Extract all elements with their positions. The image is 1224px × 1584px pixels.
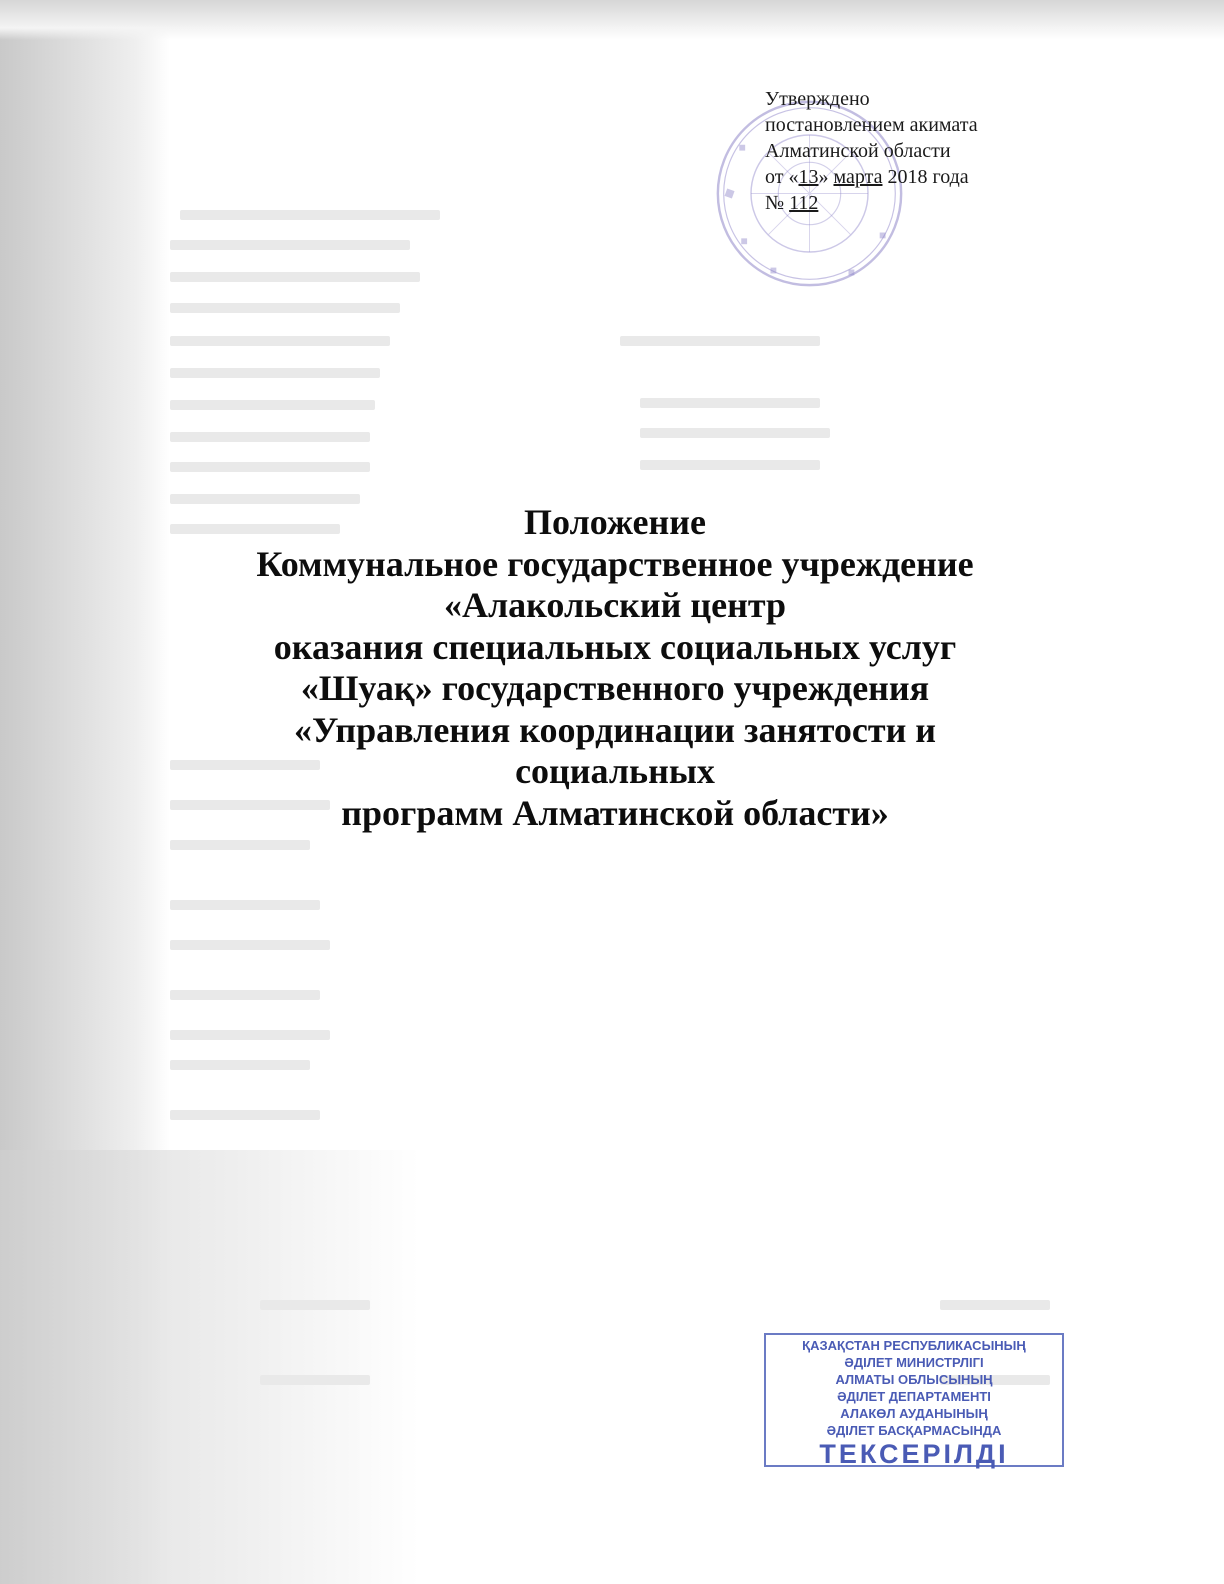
stamp-line: ҚАЗАҚСТАН РЕСПУБЛИКАСЫНЫҢ	[802, 1338, 1026, 1353]
title-line: «Алакольский центр	[443, 585, 787, 625]
title-line: программ Алматинской области»	[341, 792, 889, 833]
approval-date-mid: »	[818, 166, 834, 188]
stamp-line: АЛАКӨЛ АУДАНЫНЫҢ	[840, 1406, 988, 1421]
title-line: социальных	[515, 751, 715, 791]
title-line: Коммунальное государственное учреждение	[256, 543, 974, 584]
approval-date-month: марта	[833, 166, 883, 188]
stamp-line: ӘДІЛЕТ БАСҚАРМАСЫНДА	[826, 1423, 1002, 1438]
title-line: оказания специальных социальных услуг	[273, 626, 957, 667]
scan-shadow-top	[0, 0, 1224, 40]
approval-date-day: 13	[798, 166, 819, 188]
title-line: «Шуақ» государственного учреждения	[300, 668, 930, 708]
approval-date	[765, 164, 1085, 190]
stamp-line: ӘДІЛЕТ МИНИСТРЛІГІ	[844, 1355, 984, 1370]
approval-number-prefix: №	[765, 192, 790, 214]
approval-line-3: Алматинской области	[765, 140, 951, 162]
stamp-line: АЛМАТЫ ОБЛЫСЫНЫҢ	[835, 1372, 993, 1387]
approval-date-suffix: 2018 года	[882, 166, 969, 188]
approval-date-prefix: от «	[765, 166, 799, 188]
stamp-line: ӘДІЛЕТ ДЕПАРТАМЕНТІ	[837, 1389, 991, 1404]
approval-block	[765, 86, 1085, 216]
stamp-verified-word: ТЕКСЕРІЛДІ	[819, 1439, 1009, 1469]
title-line: Положение	[524, 502, 706, 542]
scan-shadow-bottom	[0, 1150, 420, 1584]
document-title	[120, 502, 1110, 834]
verification-stamp	[764, 1333, 1064, 1467]
approval-number-value: 112	[789, 192, 819, 214]
approval-line-1: Утверждено	[765, 88, 870, 110]
approval-number	[765, 190, 1085, 216]
title-line: «Управления координации занятости и	[293, 709, 937, 750]
approval-line-2: постановлением акимата	[765, 114, 978, 136]
